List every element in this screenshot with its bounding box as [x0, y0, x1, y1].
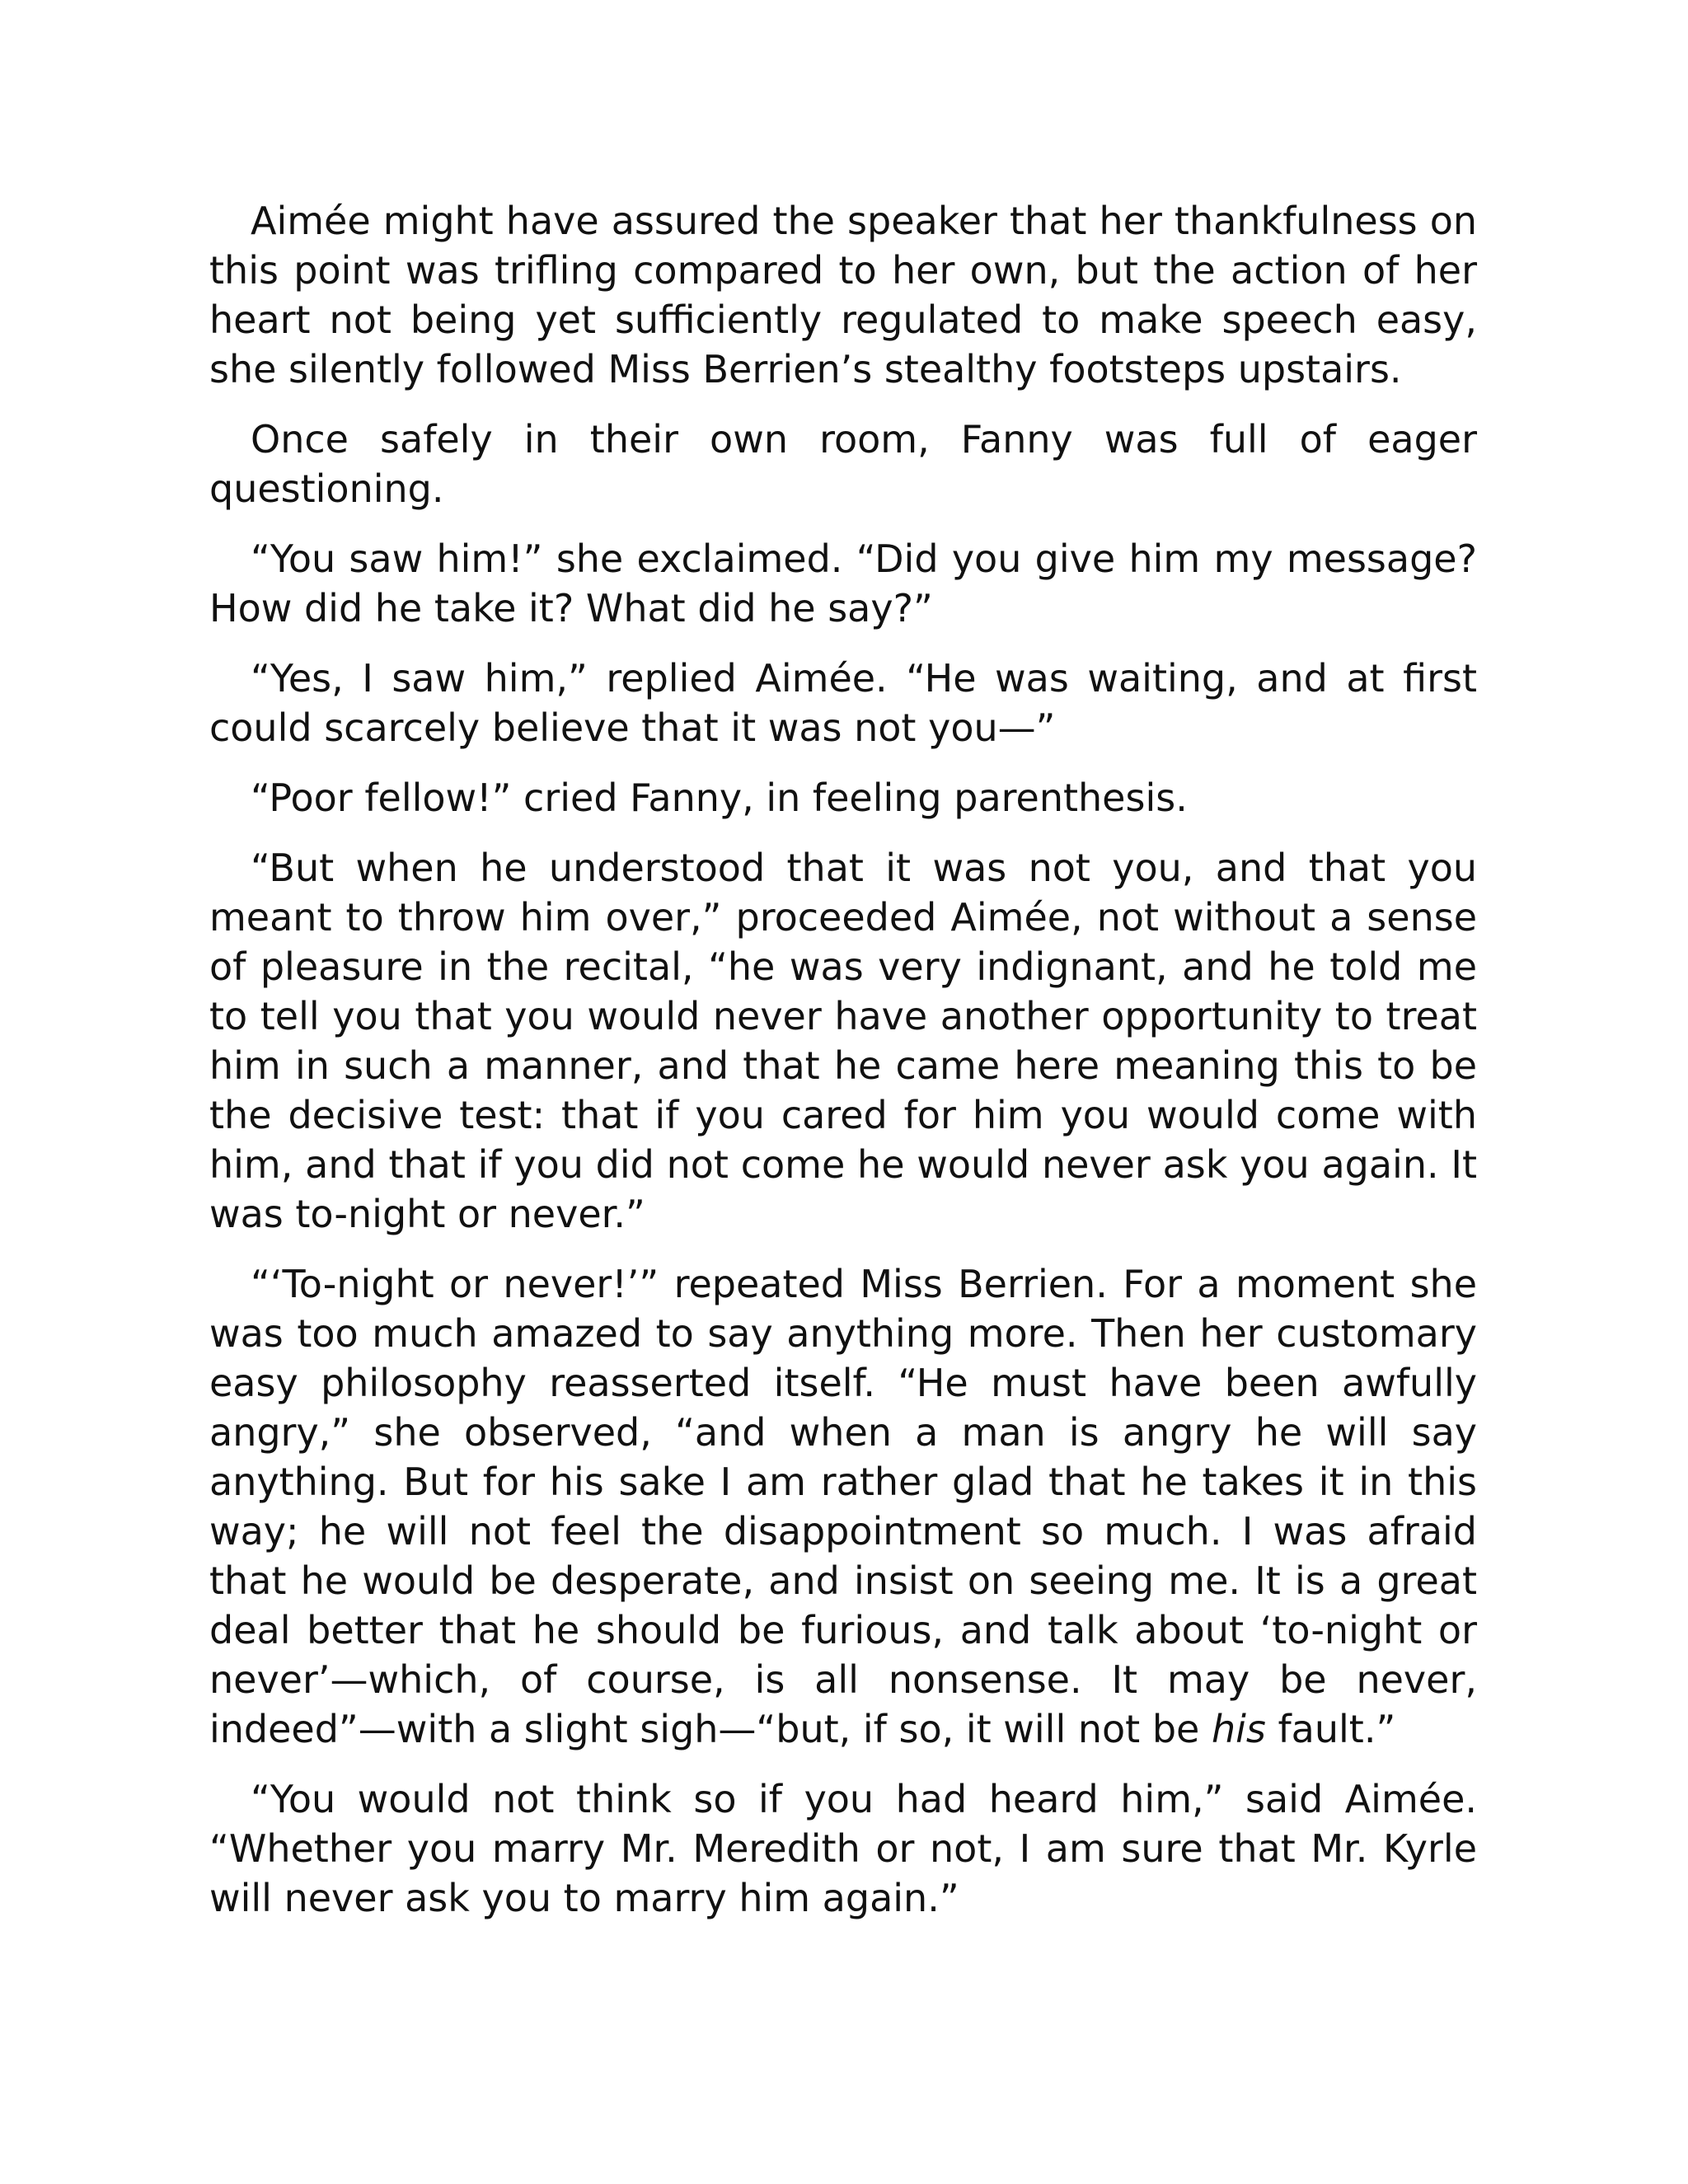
paragraph-8 — [209, 1774, 1477, 1923]
paragraph-5 — [209, 773, 1477, 823]
italic-emphasis: his — [1211, 1707, 1266, 1751]
paragraph-text: fault.” — [1265, 1707, 1396, 1751]
paragraph-text: Aimée might have assured the speaker that her thankfulness on this point was trifling compared to her own, but the action of her heart not being yet sufficiently regulated to make speech easy, she silently followed Miss Berrien’s stealthy footsteps upstairs. — [209, 199, 1477, 391]
paragraph-text: “Yes, I saw him,” replied Aimée. “He was waiting, and at first could scarcely believe that it was not you—” — [209, 656, 1477, 750]
paragraph-1 — [209, 196, 1477, 394]
book-page — [209, 196, 1477, 1943]
paragraph-text: “You would not think so if you had heard him,” said Aimée. “Whether you marry Mr. Meredith or not, I am sure that Mr. Kyrle will never ask you to marry him again.” — [209, 1777, 1477, 1920]
paragraph-7 — [209, 1259, 1477, 1754]
paragraph-text: “‘To-night or never!’” repeated Miss Berrien. For a moment she was too much amazed to say anything more. Then her customary easy philosophy reasserted itself. “He must have been awfully angry,” she observed, “and when a man is angry he will say anything. But for his sake I am rather glad that he takes it in this way; he will not feel the disappointment so much. I was afraid that he would be desperate, and insist on seeing me. It is a great deal better that he should be furious, and talk about ‘to-night or never’—which, of course, is all nonsense. It may be never, indeed”—with a slight sigh—“but, if so, it will not be — [209, 1262, 1477, 1751]
paragraph-text: Once safely in their own room, Fanny was full of eager questioning. — [209, 417, 1477, 511]
paragraph-4 — [209, 654, 1477, 752]
paragraph-text: “But when he understood that it was not you, and that you meant to throw him over,” proceeded Aimée, not without a sense of pleasure in the recital, “he was very indignant, and he told me to tell you that you would never have another opportunity to treat him in such a manner, and that he came here meaning this to be the decisive test: that if you cared for him you would come with him, and that if you did not come he would never ask you again. It was to-night or never.” — [209, 846, 1477, 1236]
paragraph-6 — [209, 843, 1477, 1239]
paragraph-3 — [209, 534, 1477, 633]
paragraph-text: “Poor fellow!” cried Fanny, in feeling parenthesis. — [251, 776, 1188, 820]
paragraph-text: “You saw him!” she exclaimed. “Did you give him my message? How did he take it? What did he say?” — [209, 537, 1477, 630]
paragraph-2 — [209, 415, 1477, 513]
